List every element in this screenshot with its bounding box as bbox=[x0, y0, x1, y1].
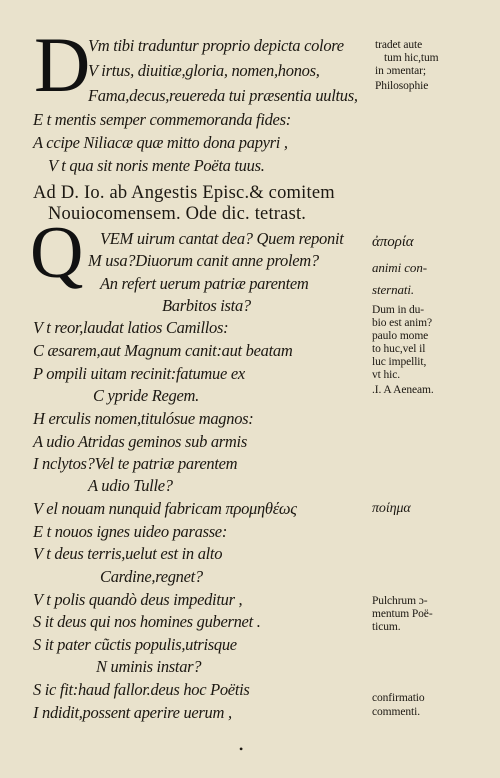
verse-line: S it pater cũctis populis,utrisque bbox=[33, 635, 237, 654]
verse-line: V t polis quandò deus impeditur , bbox=[33, 590, 243, 609]
verse-line: Fama,decus,reuereda tui præsentia uultus, bbox=[88, 86, 358, 105]
margin-note-3-line: Dum in du- bbox=[372, 304, 425, 316]
margin-note-3-line: luc impellit, bbox=[372, 356, 427, 368]
verse-line: C æsarem,aut Magnum canit:aut beatam bbox=[33, 341, 293, 360]
margin-note-6-line: commenti. bbox=[372, 706, 420, 718]
verse-line: S ic fit:haud fallor.deus hoc Poëtis bbox=[33, 680, 250, 699]
margin-note-3-line: bio est anim? bbox=[372, 317, 433, 329]
verse-line: V irtus, diuitiæ,gloria, nomen,honos, bbox=[88, 61, 320, 80]
verse-line: V t reor,laudat latios Camillos: bbox=[33, 318, 229, 337]
verse-line: V el nouam nunquid fabricam προμηθέως bbox=[33, 499, 297, 518]
verse-line: I ndidit,possent aperire uerum , bbox=[33, 703, 232, 722]
verse-line: An refert uerum patriæ parentem bbox=[100, 274, 309, 293]
margin-note-1-line: Philosophie bbox=[375, 80, 429, 92]
verse-line: Barbitos ista? bbox=[162, 296, 251, 315]
verse-line: A ccipe Niliacæ quæ mitto dona papyri , bbox=[33, 133, 288, 152]
margin-note-3-line: to huc,vel il bbox=[372, 343, 426, 355]
verse-line: I nclytos?Vel te patriæ parentem bbox=[33, 454, 238, 473]
margin-note-6-line: confirmatio bbox=[372, 692, 425, 704]
verse-line: M usa?Diuorum canit anne prolem? bbox=[88, 251, 319, 270]
verse-line: S it deus qui nos homines gubernet . bbox=[33, 612, 261, 631]
margin-note-1-line: tum hic,tum bbox=[384, 52, 439, 64]
verse-line: V t qua sit noris mente Poëta tuus. bbox=[48, 156, 265, 175]
verse-line: Vm tibi traduntur proprio depicta colore bbox=[88, 36, 344, 55]
drop-cap-q: Q bbox=[30, 212, 84, 294]
verse-line: P ompili uitam recinit:fatumue ex bbox=[33, 364, 245, 383]
margin-note-4-line: ποίημα bbox=[372, 501, 411, 516]
verse-line: A udio Tulle? bbox=[88, 476, 173, 495]
margin-note-2-line: ἀπορία bbox=[372, 234, 414, 250]
verse-line: C ypride Regem. bbox=[93, 386, 199, 405]
margin-note-5-line: mentum Poë- bbox=[372, 608, 433, 620]
drop-cap-d: D bbox=[34, 21, 91, 108]
margin-note-1-line: in ɔmentar; bbox=[375, 65, 426, 77]
margin-note-5-line: Pulchrum ɔ- bbox=[372, 595, 428, 607]
verse-line: VEM uirum cantat dea? Quem reponit bbox=[100, 229, 344, 248]
ode-heading-line-2: Nouiocomensem. Ode dic. tetrast. bbox=[48, 204, 307, 224]
ode-heading-line-1: Ad D. Io. ab Angestis Episc.& comitem bbox=[33, 183, 335, 203]
verse-line: E t nouos ignes uideo parasse: bbox=[33, 522, 228, 541]
margin-note-1-line: tradet aute bbox=[375, 39, 423, 51]
margin-note-3-line: .I. A Aeneam. bbox=[372, 384, 434, 396]
margin-note-5-line: ticum. bbox=[372, 621, 401, 633]
verse-line: V t deus terris,uelut est in alto bbox=[33, 544, 223, 563]
margin-note-3-line: vt hic. bbox=[372, 369, 401, 381]
margin-note-2-line: animi con- bbox=[372, 260, 427, 275]
verse-line: N uminis instar? bbox=[96, 657, 202, 676]
footer-mark: • bbox=[239, 742, 244, 756]
verse-line: E t mentis semper commemoranda fides: bbox=[33, 110, 291, 129]
verse-line: Cardine,regnet? bbox=[100, 567, 203, 586]
margin-note-2-line: sternati. bbox=[372, 282, 415, 297]
verse-line: H erculis nomen,titulósue magnos: bbox=[33, 409, 254, 428]
margin-note-3-line: paulo mome bbox=[372, 330, 429, 342]
verse-line: A udio Atridas geminos sub armis bbox=[33, 432, 247, 451]
